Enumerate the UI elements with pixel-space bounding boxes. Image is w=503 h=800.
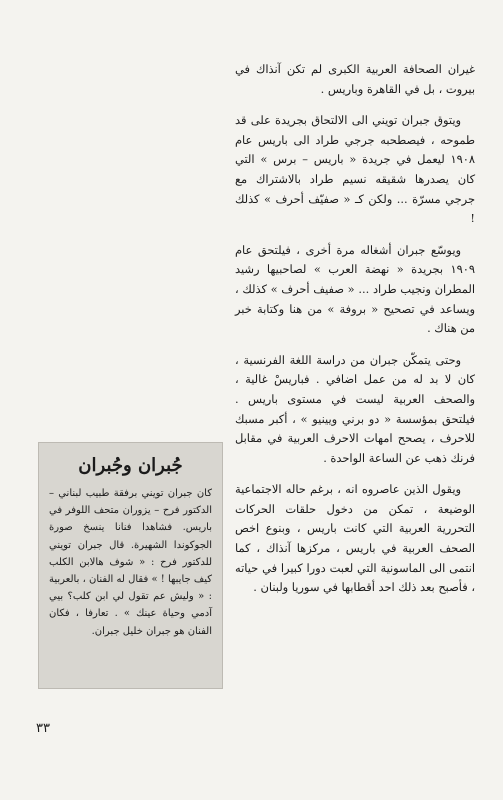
- sidebar-box: [38, 442, 223, 689]
- paragraph: ويقول الذين عاصروه انه ، برغم حاله الاجتماعية الوضيعة ، تمكن من دخول حلقات الحركات التحررية العربية التي كانت باريس ، وبنوع اخص الصحف العربية في باريس ، مركزها آنذاك ، كما انتمى الى الماسونية التي لعبت دورا كبيرا في حياته ، فأصبح بعد ذلك احد أقطابها في سوريا ولبنان .: [235, 482, 475, 595]
- sidebar-title: جُبران وجُبران: [78, 455, 183, 476]
- page-number: ٣٣: [36, 721, 50, 736]
- paragraph: غيران الصحافة العربية الكبرى لم تكن آنذاك في بيروت ، بل في القاهرة وباريس .: [235, 62, 475, 96]
- paragraph: وحتى يتمكّن جبران من دراسة اللغة الفرنسية ، كان لا بد له من عمل اضافي . فباريسْ غالية ، والصحف العربية ليست في مستوى باريس . فيلتحق بمؤسسة « دو برني ويينيو » ، أكبر مسبك للاحرف ، يصحح امهات الاحرف العربية في مقابل فرنك ذهب عن الساعة الواحدة .: [235, 352, 475, 465]
- main-text-column: [235, 60, 475, 610]
- sidebar-body: كان جبران تويني برفقة طبيب لبناني – الدكتور فرح – يزوران متحف اللوفر في باريس. فشاهدا فنانا ينسخ صورة الجوكوندا الشهيرة. قال جبران تويني للدكتور فرح : « شوف هالابن الكلب كيف جايبها ! » فقال له الفنان ، بالعربية : « وليش عم تقول لي ابن كلب؟ بيي آدمي وحياة عينك » . تعارفا ، فكان الفنان هو جبران خليل جبران.: [49, 488, 212, 637]
- paragraph: ويتوق جبران تويني الى الالتحاق بجريدة على قد طموحه ، فيصطحبه جرجي طراد الى باريس عام ١٩٠٨ ليعمل في جريدة « باريس – برس » التي كان يصدرها شقيقه نسيم طراد بالاشتراك مع جرجي مسرّة ... ولكن كـ « صفيّف أحرف » كذلك !: [235, 113, 475, 226]
- paragraph: ويوسّع جبران أشغاله مرة أخرى ، فيلتحق عام ١٩٠٩ بجريدة « نهضة العرب » لصاحبيها رشيد المطران ونجيب طراد ... « صفيف أحرف » كذلك ، ويساعد في تصحيح « بروفة » من هنا وكتابة خبر من هناك .: [235, 242, 475, 336]
